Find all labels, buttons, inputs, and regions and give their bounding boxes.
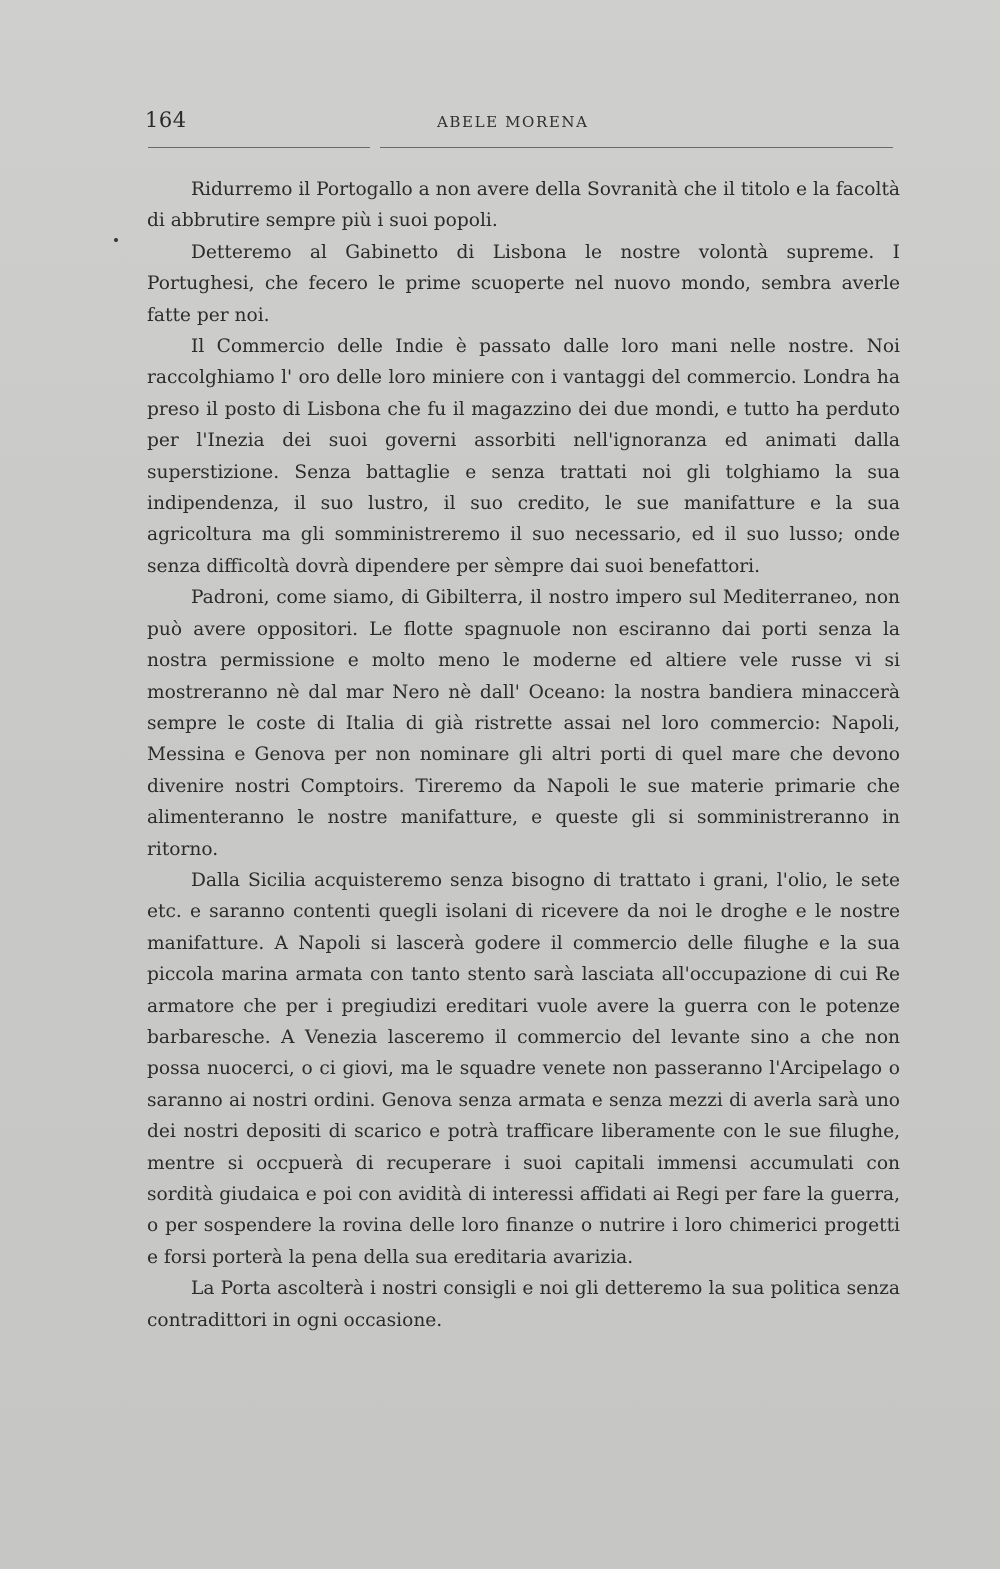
paragraph: Dalla Sicilia acquisteremo senza bisogno di trattato i grani, l'olio, le sete etc. e saranno contenti quegli isolani di ricevere da noi le droghe e le nostre manifatture. A Napoli si lascerà godere il commercio delle filughe e la sua piccola marina armata con tanto stento sarà lasciata all'occupazione di cui Re armatore che per i pregiudizi ereditari vuole avere la guerra con le potenze barbaresche. A Venezia lasceremo il commercio del levante sino a che non possa nuocerci, o ci giovi, ma le squadre venete non passeranno l'Arcipelago o saranno ai nostri ordini. Genova senza armata e senza mezzi di averla sarà uno dei nostri depositi di scarico e potrà trafficare liberamente con le sue filughe, mentre si occpuerà di recuperare i suoi capitali immensi accumulati con sordità giudaica e poi con avidità di interessi affidati ai Regi per fare la guerra, o per sospendere la rovina delle loro finanze o nutrire i loro chimerici progetti e forsi porterà la pena della sua ereditaria avarizia.	[147, 869, 900, 1268]
page-header	[145, 108, 895, 138]
page-number: 164	[145, 108, 187, 132]
paragraph: Padroni, come siamo, di Gibilterra, il nostro impero sul Mediterraneo, non può avere oppositori. Le flotte spagnuole non esciranno dai porti senza la nostra permissione e molto meno le moderne ed altiere vele russe vi si mostreranno nè dal mar Nero nè dall' Oceano: la nostra bandiera minaccerà sempre le coste di Italia di già ristrette assai nel loro commercio: Napoli, Messina e Genova per non nominare gli altri porti di quel mare che devono divenire nostri Comptoirs. Tireremo da Napoli le sue materie primarie che alimenteranno le nostre manifatture, e queste gli si somministreranno in ritorno.	[147, 587, 900, 860]
header-rule-right	[380, 147, 893, 148]
header-rule-left	[148, 147, 370, 148]
paragraph: Ridurremo il Portogallo a non avere della Sovranità che il titolo e la facoltà di abbrutire sempre più i suoi popoli.	[147, 179, 900, 232]
paragraph: Il Commercio delle Indie è passato dalle loro mani nelle nostre. Noi raccolghiamo l' oro delle loro miniere con i vantaggi del commercio. Londra ha preso il posto di Lisbona che fu il magazzino dei due mondi, e tutto ha perduto per l'Inezia dei suoi governi assorbiti nell'ignoranza ed animati dalla superstizione. Senza battaglie e senza trattati noi gli tolghiamo la sua indipendenza, il suo lustro, il suo credito, le sue manifatture e la sua agricoltura ma gli somministreremo il suo necessario, ed il suo lusso; onde senza difficoltà dovrà dipendere per sèmpre dai suoi benefattori.	[147, 336, 900, 577]
margin-mark	[114, 238, 118, 242]
paragraph: Detteremo al Gabinetto di Lisbona le nostre volontà supreme. I Portughesi, che fecero le prime scuoperte nel nuovo mondo, sembra averle fatte per noi.	[147, 241, 900, 326]
body-text	[147, 174, 900, 1336]
running-head: ABELE MORENA	[437, 113, 589, 131]
paragraph: La Porta ascolterà i nostri consigli e noi gli detteremo la sua politica senza contradittori in ogni occasione.	[147, 1278, 900, 1331]
